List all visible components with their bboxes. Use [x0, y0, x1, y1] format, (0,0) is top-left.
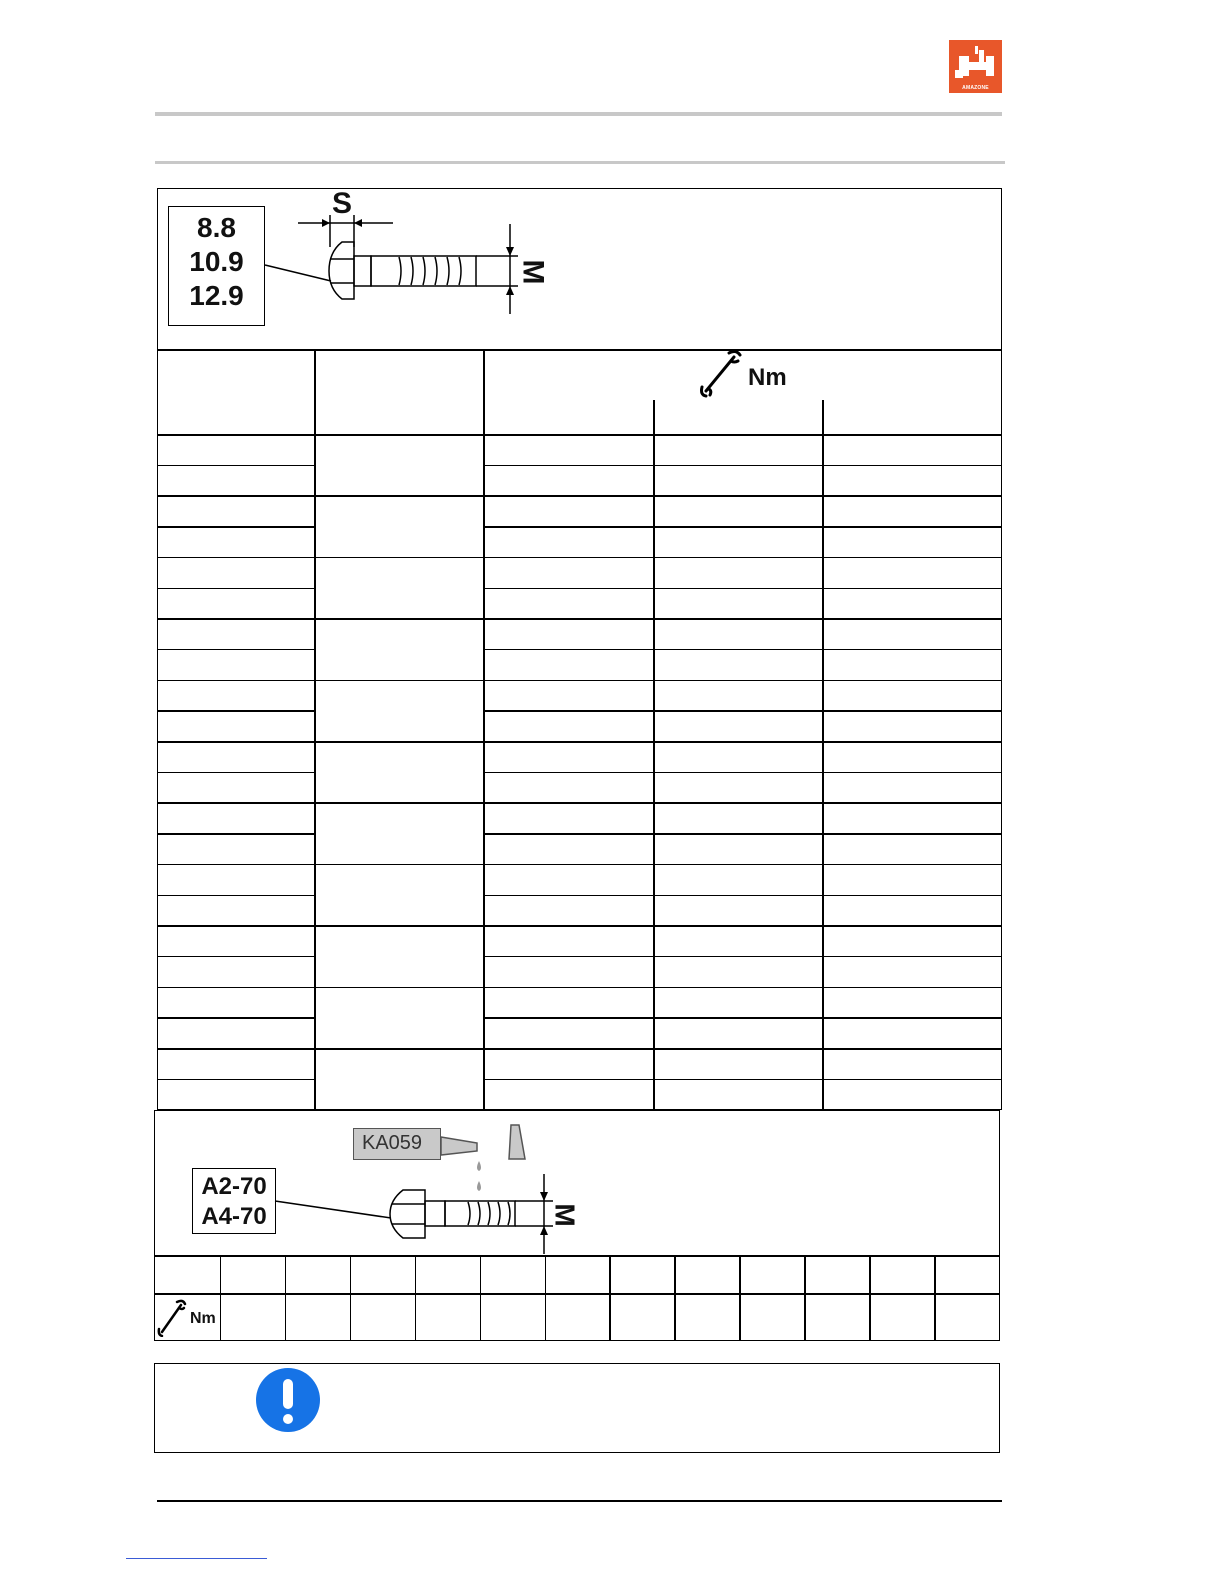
stainless-column-divider [350, 1255, 352, 1340]
table-row-line [158, 956, 314, 958]
notice-box [154, 1363, 1000, 1453]
table-row-line [483, 649, 1001, 651]
stainless-torque-unit-label: Nm [190, 1310, 216, 1327]
torque-table [157, 188, 1002, 1110]
material-class-box [192, 1168, 276, 1234]
dimension-s-label: S [332, 187, 353, 220]
table-row-line [158, 925, 1001, 927]
amazone-logo [949, 40, 1002, 93]
table-row-line [158, 588, 314, 590]
wrench-icon [157, 1299, 187, 1337]
strength-class-box [168, 206, 265, 326]
stainless-column-divider [739, 1255, 741, 1340]
exclamation-icon [255, 1367, 321, 1433]
stainless-column-divider [285, 1255, 287, 1340]
stainless-column-divider [220, 1255, 222, 1340]
table-row-line [158, 1079, 314, 1081]
column-divider [314, 349, 316, 1110]
stainless-column-divider [480, 1255, 482, 1340]
table-row-line [158, 1017, 314, 1019]
stainless-column-divider [545, 1255, 547, 1340]
material-class-a2-70: A2-70 [201, 1173, 267, 1200]
table-row-line [158, 833, 314, 835]
stainless-column-divider [609, 1255, 611, 1340]
table-row-line [483, 526, 1001, 528]
stainless-bolt-diagram [273, 1166, 593, 1256]
wrench-icon [698, 349, 743, 399]
table-row-line [483, 588, 1001, 590]
stainless-column-divider [869, 1255, 871, 1340]
stainless-torque-table [154, 1110, 1000, 1341]
logo-brand-text: AMAZONE [962, 85, 989, 91]
table-row-line [158, 649, 314, 651]
adhesive-label: KA059 [362, 1132, 423, 1154]
table-row-line [483, 895, 1001, 897]
table-header-line [158, 349, 1001, 351]
column-divider [653, 400, 655, 1110]
table-row-line [158, 895, 314, 897]
stainless-table-line [155, 1293, 999, 1295]
stainless-column-divider [804, 1255, 806, 1340]
table-row-line [158, 772, 314, 774]
material-class-a4-70: A4-70 [201, 1203, 267, 1230]
column-divider [822, 400, 824, 1110]
table-row-line [158, 434, 1001, 436]
strength-class-12-9: 12.9 [189, 280, 244, 311]
table-row-line [158, 557, 1001, 559]
torque-unit-label: Nm [748, 364, 787, 391]
table-row-line [158, 741, 1001, 743]
stainless-column-divider [674, 1255, 676, 1340]
table-row-line [483, 710, 1001, 712]
table-row-line [483, 465, 1001, 467]
table-row-line [158, 710, 314, 712]
footer-rule [157, 1500, 1002, 1502]
footer-link-underline [126, 1558, 267, 1559]
stainless-column-divider [415, 1255, 417, 1340]
table-row-line [158, 495, 1001, 497]
strength-class-10-9: 10.9 [189, 246, 244, 277]
table-row-line [483, 1017, 1001, 1019]
column-divider [483, 349, 485, 1110]
table-row-line [483, 772, 1001, 774]
table-row-line [158, 465, 314, 467]
strength-class-8-8: 8.8 [197, 212, 236, 243]
table-row-line [158, 802, 1001, 804]
adhesive-tube [353, 1128, 441, 1160]
table-row-line [158, 618, 1001, 620]
stainless-dimension-m-label: M [549, 1203, 581, 1227]
table-row-line [483, 1079, 1001, 1081]
table-row-line [483, 956, 1001, 958]
dimension-m-label: M [516, 259, 550, 285]
header-rule-top [155, 112, 1002, 116]
table-row-line [158, 526, 314, 528]
table-row-line [158, 864, 1001, 866]
table-row-line [158, 987, 1001, 989]
table-row-line [158, 680, 1001, 682]
stainless-column-divider [934, 1255, 936, 1340]
stainless-table-line [155, 1255, 999, 1257]
table-row-line [158, 1048, 1001, 1050]
table-row-line [483, 833, 1001, 835]
header-rule-bottom [155, 161, 1005, 164]
